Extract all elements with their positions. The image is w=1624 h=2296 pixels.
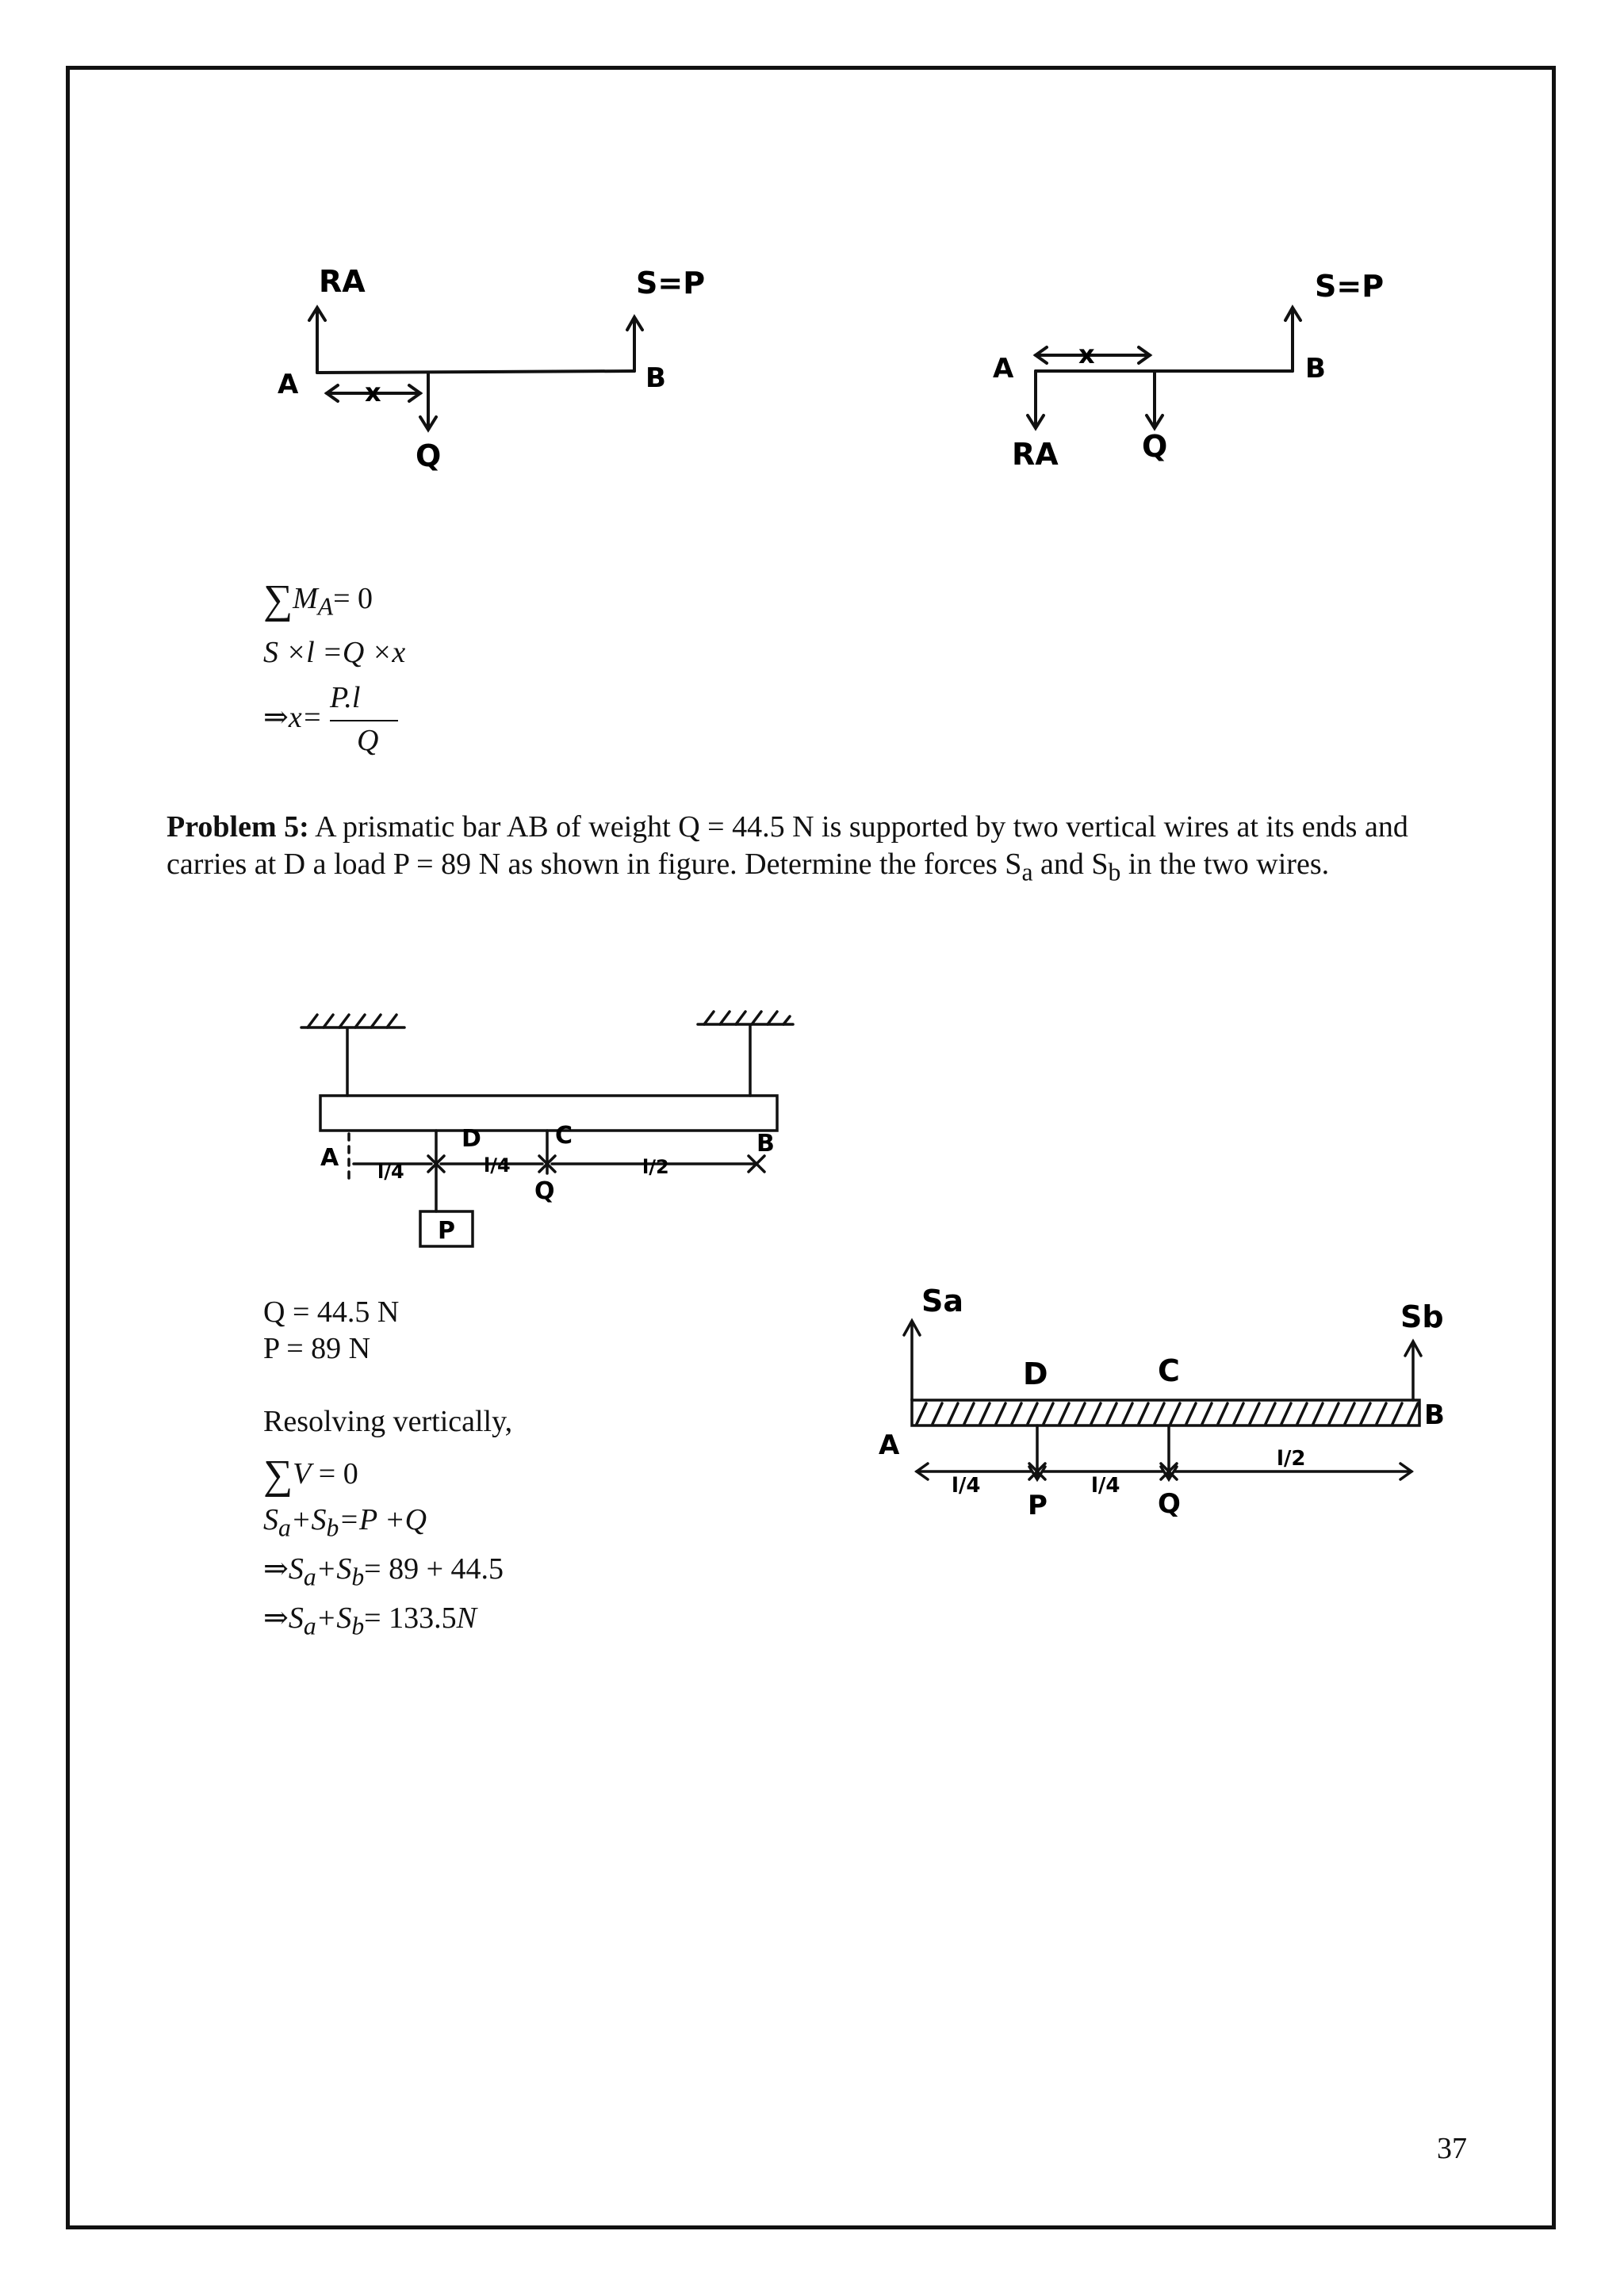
label-p: P bbox=[438, 1217, 455, 1245]
label-s: S=P bbox=[1315, 269, 1385, 304]
problem-statement: Problem 5: A prismatic bar AB of weight Q = 44.5 N is supported by two vertical wires at its ends and carries at D a load P = 89 N as shown in figure. Determine the forces $S_a$ and $S_b$ in the two wires. bbox=[167, 810, 1408, 886]
label-c: C bbox=[555, 1122, 573, 1150]
fraction-denominator: Q bbox=[357, 724, 379, 757]
label-l4b: l/4 bbox=[484, 1154, 511, 1177]
label-a: A bbox=[993, 353, 1014, 385]
label-l2: l/2 bbox=[1277, 1447, 1306, 1471]
label-b: B bbox=[1424, 1399, 1445, 1431]
free-body-diagram-left bbox=[262, 254, 722, 492]
equation-moment-balance: S ×l =Q ×x bbox=[263, 636, 406, 669]
label-d: D bbox=[462, 1125, 481, 1153]
label-a: A bbox=[278, 369, 299, 400]
label-l4b: l/4 bbox=[1091, 1474, 1120, 1498]
label-sb: Sb bbox=[1400, 1299, 1444, 1334]
bar-free-body-diagram bbox=[864, 1284, 1467, 1538]
page-number: 37 bbox=[1437, 2132, 1467, 2165]
equation-force-balance: $S_a+S_b=P +Q$ bbox=[263, 1503, 427, 1542]
fraction-bar bbox=[330, 720, 398, 721]
label-b: B bbox=[1305, 353, 1326, 385]
label-c: C bbox=[1158, 1353, 1180, 1388]
label-q: Q bbox=[1142, 429, 1168, 464]
label-a: A bbox=[879, 1429, 900, 1461]
label-x: x bbox=[365, 377, 381, 408]
equation-sum-moments: $\sum M_A= 0$ bbox=[263, 577, 373, 622]
given-p: P = 89 N bbox=[263, 1332, 371, 1365]
label-s: S=P bbox=[636, 266, 706, 300]
bar-wire-diagram bbox=[285, 991, 809, 1261]
label-d: D bbox=[1023, 1357, 1048, 1391]
label-q: Q bbox=[416, 438, 442, 473]
free-body-diagram-right bbox=[983, 270, 1396, 507]
label-sa: Sa bbox=[921, 1284, 964, 1318]
label-p: P bbox=[1028, 1490, 1048, 1521]
label-a: A bbox=[320, 1144, 339, 1172]
equation-result: $\Rightarrow S_a+S_b= 133.5N$ bbox=[263, 1601, 477, 1640]
label-ra: RA bbox=[1012, 437, 1059, 472]
label-b: B bbox=[756, 1130, 775, 1158]
problem-heading: Problem 5: bbox=[167, 810, 309, 844]
equation-sum-vertical: ∑V = 0 bbox=[263, 1452, 358, 1498]
label-x: x bbox=[1078, 339, 1095, 369]
label-l2: l/2 bbox=[642, 1156, 669, 1178]
fraction-numerator: P.l bbox=[330, 681, 361, 714]
given-q: Q = 44.5 N bbox=[263, 1295, 400, 1329]
label-l4: l/4 bbox=[952, 1474, 981, 1498]
resolving-intro: Resolving vertically, bbox=[263, 1405, 513, 1438]
label-q: Q bbox=[534, 1177, 555, 1205]
label-l4: l/4 bbox=[377, 1161, 404, 1183]
equation-substitution: $\Rightarrow S_a+S_b= 89 + 44.5$ bbox=[263, 1552, 504, 1591]
label-q: Q bbox=[1158, 1488, 1181, 1520]
equation-x-result: ⇒x= bbox=[263, 701, 323, 734]
label-ra: RA bbox=[319, 264, 366, 299]
label-b: B bbox=[645, 362, 666, 394]
